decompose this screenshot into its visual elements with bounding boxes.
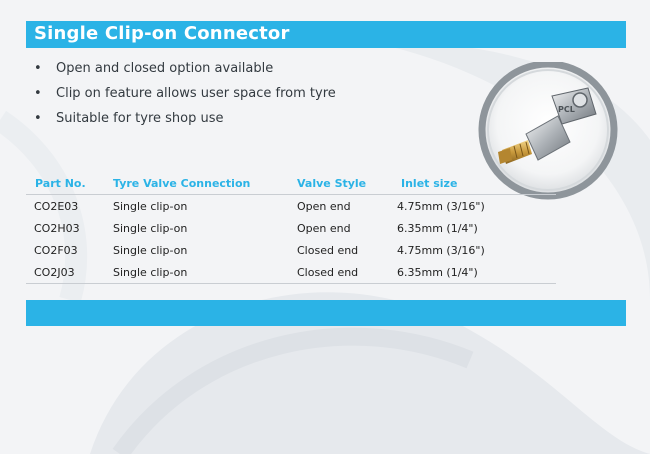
table-row bbox=[26, 217, 556, 239]
table-cell: Closed end bbox=[297, 261, 397, 284]
bullet-icon: • bbox=[34, 86, 42, 101]
table-header-row bbox=[26, 172, 556, 195]
table-cell: CO2H03 bbox=[34, 221, 80, 235]
column-header: Part No. bbox=[26, 172, 113, 195]
table-cell: Open end bbox=[297, 221, 351, 235]
feature-text: Suitable for tyre shop use bbox=[56, 111, 224, 126]
table-cell: CO2E03 bbox=[34, 199, 79, 213]
page-title: Single Clip-on Connector bbox=[34, 23, 290, 44]
feature-item bbox=[34, 110, 336, 135]
feature-text: Open and closed option available bbox=[56, 61, 274, 76]
table-row bbox=[26, 261, 556, 284]
bullet-icon: • bbox=[34, 61, 42, 76]
table-cell: 6.35mm (1/4") bbox=[397, 221, 478, 235]
table-cell: 4.75mm (3/16") bbox=[397, 243, 485, 257]
table-cell: 6.35mm (1/4") bbox=[397, 261, 556, 284]
feature-item bbox=[34, 60, 336, 85]
table-cell: Single clip-on bbox=[113, 221, 188, 235]
table-row bbox=[26, 195, 556, 218]
table-cell: Single clip-on bbox=[113, 199, 188, 213]
feature-item bbox=[34, 85, 336, 110]
table-cell: CO2F03 bbox=[34, 243, 78, 257]
feature-list bbox=[34, 60, 336, 135]
bullet-icon: • bbox=[34, 111, 42, 126]
feature-text: Clip on feature allows user space from tyre bbox=[56, 86, 336, 101]
table-cell: Single clip-on bbox=[113, 261, 297, 284]
spec-table bbox=[26, 172, 556, 284]
table-cell: Closed end bbox=[297, 243, 359, 257]
table-cell: Open end bbox=[297, 199, 351, 213]
column-header: Tyre Valve Connection bbox=[113, 172, 297, 195]
column-header: Inlet size bbox=[397, 172, 556, 195]
column-header: Valve Style bbox=[297, 172, 397, 195]
table-row bbox=[26, 239, 556, 261]
table-cell: CO2J03 bbox=[26, 261, 113, 284]
product-brand-label: PCL bbox=[558, 105, 575, 114]
table-cell: 4.75mm (3/16") bbox=[397, 199, 485, 213]
title-bar bbox=[26, 21, 626, 48]
table-cell: Single clip-on bbox=[113, 243, 188, 257]
bottom-bar bbox=[26, 300, 626, 326]
